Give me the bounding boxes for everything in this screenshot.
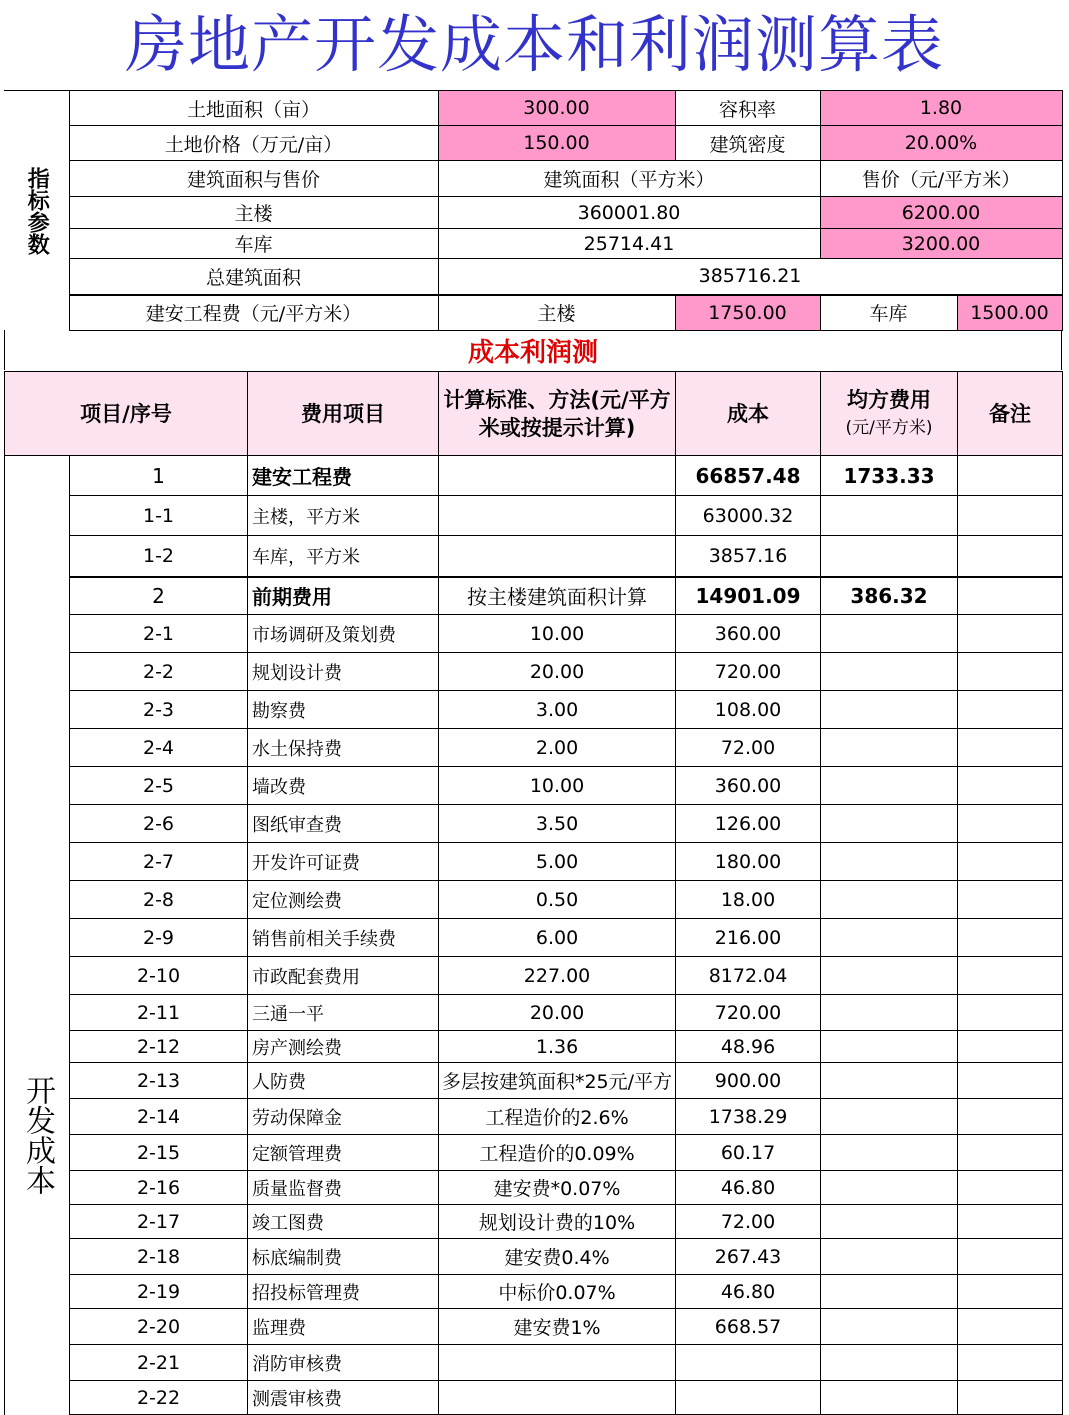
row-no: 2-10 [70,957,248,995]
row-cost[interactable]: 8172.04 [676,957,821,995]
table-row [5,653,1063,691]
row-fee-item[interactable]: 消防审核费 [248,1345,439,1381]
row-avg-fee[interactable] [821,957,958,995]
row-cost[interactable]: 360.00 [676,615,821,653]
row-avg-fee[interactable] [821,881,958,919]
row-cost[interactable]: 46.80 [676,1275,821,1309]
row-no: 1 [70,456,248,496]
row-method[interactable] [439,1381,676,1415]
row-no: 2-14 [70,1099,248,1135]
row-fee-item[interactable]: 监理费 [248,1309,439,1345]
row-fee-item[interactable]: 标底编制费 [248,1239,439,1275]
header-avg-fee [821,372,958,456]
row-remark[interactable] [958,577,1063,615]
subtitle-bar [4,330,1062,370]
garage-label: 车库 [69,229,438,259]
row-no: 2-20 [70,1309,248,1345]
row-no: 2-8 [70,881,248,919]
row-no: 2-1 [70,615,248,653]
row-avg-fee[interactable] [821,1205,958,1239]
row-fee-item[interactable]: 车库，平方米 [248,536,439,577]
row-remark[interactable] [958,1099,1063,1135]
row-fee-item[interactable]: 劳动保障金 [248,1099,439,1135]
row-no: 2-18 [70,1239,248,1275]
build-garage-value[interactable]: 1500.00 [957,295,1062,331]
row-method[interactable] [439,536,676,577]
row-no: 1-2 [70,536,248,577]
row-remark[interactable] [958,691,1063,729]
row-no: 2-21 [70,1345,248,1381]
build-garage-label: 车库 [820,295,957,331]
row-fee-item[interactable]: 招投标管理费 [248,1275,439,1309]
header-avg-fee-label: 均方费用 [847,387,932,412]
row-method[interactable]: 建安费0.4% [439,1239,676,1275]
table-row [5,1135,1063,1171]
row-remark[interactable] [958,1239,1063,1275]
row-cost[interactable] [676,1381,821,1415]
density-value[interactable]: 20.00% [820,126,1062,161]
main-price-value[interactable]: 6200.00 [820,197,1062,229]
row-method[interactable] [439,1345,676,1381]
table-row [5,691,1063,729]
row-fee-item[interactable]: 图纸审查费 [248,805,439,843]
row-avg-fee[interactable]: 1733.33 [821,456,958,496]
row-method[interactable]: 3.00 [439,691,676,729]
row-no: 1-1 [70,496,248,536]
row-fee-item[interactable]: 前期费用 [248,577,439,615]
row-cost[interactable]: 108.00 [676,691,821,729]
main-label: 主楼 [69,197,438,229]
row-method[interactable]: 3.50 [439,805,676,843]
cost-table-body [5,456,1063,1415]
row-method[interactable]: 工程造价的2.6% [439,1099,676,1135]
row-cost[interactable]: 66857.48 [676,456,821,496]
table-row [5,1239,1063,1275]
row-cost[interactable]: 72.00 [676,729,821,767]
row-method[interactable]: 227.00 [439,957,676,995]
row-remark[interactable] [958,456,1063,496]
row-fee-item[interactable]: 销售前相关手续费 [248,919,439,957]
build-main-label: 主楼 [438,295,675,331]
row-no: 2-9 [70,919,248,957]
row-avg-fee[interactable] [821,1275,958,1309]
header-item-no: 项目/序号 [5,372,248,456]
sheet-title: 房地产开发成本和利润测算表 [124,8,944,81]
table-row [5,1345,1063,1381]
table-row [5,1381,1063,1415]
row-no: 2-11 [70,995,248,1031]
table-row [5,1063,1063,1099]
row-fee-item[interactable]: 勘察费 [248,691,439,729]
far-label: 容积率 [675,91,820,126]
area-price-label: 建筑面积与售价 [69,161,438,197]
row-cost[interactable]: 126.00 [676,805,821,843]
row-fee-item[interactable]: 测震审核费 [248,1381,439,1415]
row-no: 2-2 [70,653,248,691]
row-method[interactable]: 10.00 [439,767,676,805]
row-remark[interactable] [958,615,1063,653]
total-area-value[interactable]: 385716.21 [438,259,1062,295]
row-no: 2-6 [70,805,248,843]
row-fee-item[interactable]: 质量监督费 [248,1171,439,1205]
row-method[interactable] [439,456,676,496]
row-cost[interactable]: 18.00 [676,881,821,919]
row-fee-item[interactable]: 规划设计费 [248,653,439,691]
row-remark[interactable] [958,1171,1063,1205]
row-fee-item[interactable]: 三通一平 [248,995,439,1031]
row-cost[interactable]: 1738.29 [676,1099,821,1135]
table-row [5,957,1063,995]
row-no: 2-12 [70,1031,248,1063]
row-no: 2-19 [70,1275,248,1309]
garage-price-value[interactable]: 3200.00 [820,229,1062,259]
row-cost[interactable]: 900.00 [676,1063,821,1099]
build-cost-label: 建安工程费（元/平方米） [69,295,438,331]
row-no: 2-5 [70,767,248,805]
row-cost[interactable]: 63000.32 [676,496,821,536]
row-remark[interactable] [958,957,1063,995]
table-row [5,1031,1063,1063]
row-cost[interactable]: 720.00 [676,653,821,691]
row-remark[interactable] [958,496,1063,536]
row-cost[interactable]: 60.17 [676,1135,821,1171]
row-fee-item[interactable]: 市政配套费用 [248,957,439,995]
row-avg-fee[interactable] [821,843,958,881]
far-value[interactable]: 1.80 [820,91,1062,126]
row-avg-fee[interactable] [821,615,958,653]
row-remark[interactable] [958,729,1063,767]
row-avg-fee[interactable] [821,1381,958,1415]
parameters-table [4,90,1063,331]
row-remark[interactable] [958,1031,1063,1063]
row-no: 2-7 [70,843,248,881]
table-row [5,805,1063,843]
row-no: 2-22 [70,1381,248,1415]
price-col-label: 售价（元/平方米） [820,161,1062,197]
row-fee-item[interactable]: 主楼，平方米 [248,496,439,536]
row-fee-item[interactable]: 房产测绘费 [248,1031,439,1063]
main-area-value[interactable]: 360001.80 [438,197,820,229]
row-avg-fee[interactable] [821,536,958,577]
dev-cost-side-label: 开发成本 [5,456,70,1415]
row-avg-fee[interactable] [821,1345,958,1381]
row-avg-fee[interactable] [821,1135,958,1171]
row-avg-fee[interactable] [821,805,958,843]
density-label: 建筑密度 [675,126,820,161]
row-avg-fee[interactable] [821,919,958,957]
row-remark[interactable] [958,805,1063,843]
row-method[interactable]: 工程造价的0.09% [439,1135,676,1171]
row-avg-fee[interactable] [821,1309,958,1345]
header-cost: 成本 [676,372,821,456]
header-method: 计算标准、方法(元/平方米或按提示计算) [439,372,676,456]
row-remark[interactable] [958,919,1063,957]
land-price-value[interactable]: 150.00 [438,126,675,161]
row-avg-fee[interactable] [821,767,958,805]
section-subtitle: 成本利润测 [5,330,1062,370]
row-method[interactable]: 20.00 [439,995,676,1031]
row-avg-fee[interactable] [821,729,958,767]
table-row [5,729,1063,767]
row-avg-fee[interactable] [821,1239,958,1275]
row-fee-item[interactable]: 水土保持费 [248,729,439,767]
table-row [5,843,1063,881]
row-cost[interactable]: 360.00 [676,767,821,805]
row-remark[interactable] [958,843,1063,881]
row-cost[interactable]: 46.80 [676,1171,821,1205]
row-method[interactable]: 6.00 [439,919,676,957]
row-method[interactable]: 多层按建筑面积*25元/平方 [439,1063,676,1099]
table-row [5,615,1063,653]
row-no: 2 [70,577,248,615]
row-method[interactable]: 5.00 [439,843,676,881]
row-no: 2-16 [70,1171,248,1205]
table-row [5,1099,1063,1135]
row-method[interactable]: 0.50 [439,881,676,919]
row-remark[interactable] [958,995,1063,1031]
table-row [5,577,1063,615]
table-row [5,456,1063,496]
table-row [5,1205,1063,1239]
row-remark[interactable] [958,653,1063,691]
row-no: 2-3 [70,691,248,729]
row-method[interactable]: 规划设计费的10% [439,1205,676,1239]
garage-area-value[interactable]: 25714.41 [438,229,820,259]
row-cost[interactable]: 668.57 [676,1309,821,1345]
cost-table [4,371,1063,1415]
row-method[interactable]: 2.00 [439,729,676,767]
row-remark[interactable] [958,1275,1063,1309]
row-method[interactable]: 建安费*0.07% [439,1171,676,1205]
row-avg-fee[interactable] [821,653,958,691]
row-avg-fee[interactable] [821,1171,958,1205]
row-method[interactable]: 1.36 [439,1031,676,1063]
row-avg-fee[interactable] [821,496,958,536]
row-remark[interactable] [958,1205,1063,1239]
row-remark[interactable] [958,536,1063,577]
row-avg-fee[interactable] [821,995,958,1031]
table-row [5,1275,1063,1309]
row-fee-item[interactable]: 定位测绘费 [248,881,439,919]
row-remark[interactable] [958,881,1063,919]
row-cost[interactable] [676,1345,821,1381]
row-method[interactable]: 中标价0.07% [439,1275,676,1309]
table-row [5,1171,1063,1205]
row-fee-item[interactable]: 定额管理费 [248,1135,439,1171]
row-cost[interactable]: 48.96 [676,1031,821,1063]
row-cost[interactable]: 3857.16 [676,536,821,577]
total-area-label: 总建筑面积 [69,259,438,295]
row-method[interactable]: 按主楼建筑面积计算 [439,577,676,615]
row-avg-fee[interactable] [821,1031,958,1063]
table-row [5,995,1063,1031]
table-row [5,1309,1063,1345]
row-remark[interactable] [958,1381,1063,1415]
row-method[interactable]: 10.00 [439,615,676,653]
header-avg-fee-unit: (元/平方米) [845,417,933,438]
table-row [5,496,1063,536]
table-row [5,919,1063,957]
params-side-label: 指标参数 [4,91,69,331]
header-remark: 备注 [958,372,1063,456]
row-cost[interactable]: 14901.09 [676,577,821,615]
row-no: 2-4 [70,729,248,767]
row-no: 2-13 [70,1063,248,1099]
row-avg-fee[interactable] [821,1099,958,1135]
row-cost[interactable]: 180.00 [676,843,821,881]
row-cost[interactable]: 267.43 [676,1239,821,1275]
row-cost[interactable]: 216.00 [676,919,821,957]
row-avg-fee[interactable]: 386.32 [821,577,958,615]
table-row [5,767,1063,805]
row-no: 2-15 [70,1135,248,1171]
row-cost[interactable]: 720.00 [676,995,821,1031]
row-fee-item[interactable]: 开发许可证费 [248,843,439,881]
row-avg-fee[interactable] [821,1063,958,1099]
land-area-label: 土地面积（亩） [69,91,438,126]
header-fee-item: 费用项目 [248,372,439,456]
row-remark[interactable] [958,1345,1063,1381]
row-remark[interactable] [958,767,1063,805]
table-row [5,881,1063,919]
land-area-value[interactable]: 300.00 [438,91,675,126]
row-remark[interactable] [958,1063,1063,1099]
row-fee-item[interactable]: 市场调研及策划费 [248,615,439,653]
land-price-label: 土地价格（万元/亩） [69,126,438,161]
table-row [5,536,1063,577]
row-fee-item[interactable]: 人防费 [248,1063,439,1099]
row-method[interactable]: 建安费1% [439,1309,676,1345]
build-main-value[interactable]: 1750.00 [675,295,820,331]
area-col-label: 建筑面积（平方米） [438,161,820,197]
row-remark[interactable] [958,1135,1063,1171]
row-fee-item[interactable]: 竣工图费 [248,1205,439,1239]
row-method[interactable] [439,496,676,536]
row-cost[interactable]: 72.00 [676,1205,821,1239]
row-fee-item[interactable]: 墙改费 [248,767,439,805]
row-avg-fee[interactable] [821,691,958,729]
row-fee-item[interactable]: 建安工程费 [248,456,439,496]
row-method[interactable]: 20.00 [439,653,676,691]
row-remark[interactable] [958,1309,1063,1345]
row-no: 2-17 [70,1205,248,1239]
